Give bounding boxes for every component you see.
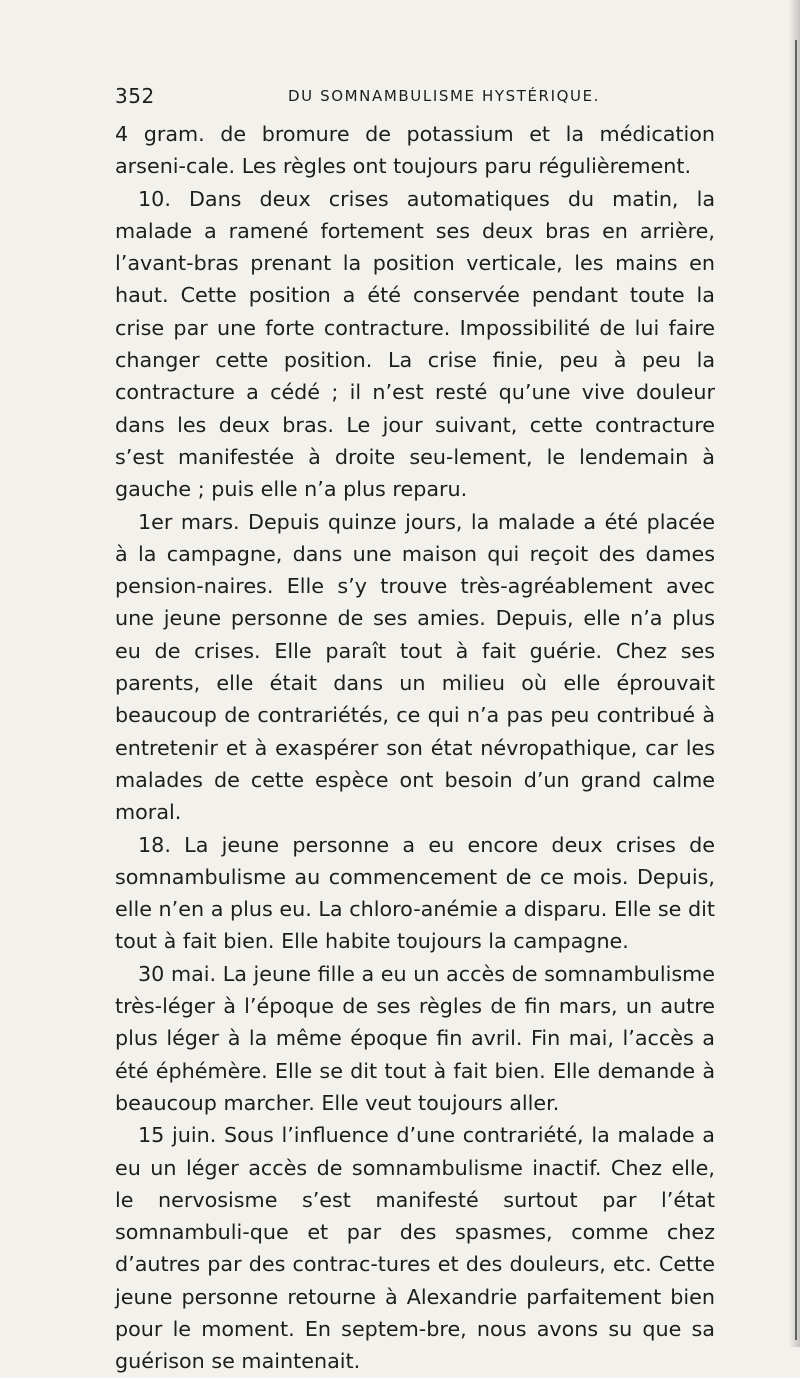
- paragraph: 1er mars. Depuis quinze jours, la malade a été placée à la campagne, dans une maison qui reçoit des dames pension-naires. Elle s’y trouve très-agréablement avec une jeune personne de ses amies. Depuis, elle n’a plus eu de crises. Elle paraît tout à fait guérie. Chez ses parents, elle était dans un milieu où elle éprouvait beaucoup de contrariétés, ce qui n’a pas peu contribué à entretenir et à exaspérer son état névropathique, car les malades de cette espèce ont besoin d’un grand calme moral.: [115, 509, 715, 825]
- paragraph: 15 juin. Sous l’influence d’une contrariété, la malade a eu un léger accès de somnambulisme inactif. Chez elle, le nervosisme s’est manifesté surtout par l’état somnambuli-que et par des spasmes, comme chez d’autres par des contrac-tures et des douleurs, etc. Cette jeune personne retourne à Alexandrie parfaitement bien pour le moment. En septem-bre, nous avons su que sa guérison se maintenait.: [115, 1123, 715, 1374]
- page-number: 352: [115, 84, 155, 108]
- running-title: DU SOMNAMBULISME HYSTÉRIQUE.: [288, 87, 601, 105]
- paragraph: 4 gram. de bromure de potassium et la médication arseni-cale. Les règles ont toujours paru régulièrement.: [115, 122, 715, 179]
- page-header: [115, 84, 715, 112]
- paragraph: 10. Dans deux crises automatiques du matin, la malade a ramené fortement ses deux bras en arrière, l’avant-bras prenant la position verticale, les mains en haut. Cette position a été conservée pendant toute la crise par une forte contracture. Impossibilité de lui faire changer cette position. La crise finie, peu à peu la contracture a cédé ; il n’est resté qu’une vive douleur dans les deux bras. Le jour suivant, cette contracture s’est manifestée à droite seu-lement, le lendemain à gauche ; puis elle n’a plus reparu.: [115, 186, 715, 502]
- body-text: [115, 118, 715, 1378]
- paragraph: 30 mai. La jeune fille a eu un accès de somnambulisme très-léger à l’époque de ses règles de fin mars, un autre plus léger à la même époque fin avril. Fin mai, l’accès a été éphémère. Elle se dit tout à fait bien. Elle demande à beaucoup marcher. Elle veut toujours aller.: [115, 961, 715, 1115]
- paragraph: 18. La jeune personne a eu encore deux crises de somnambulisme au commencement de ce mois. Depuis, elle n’en a plus eu. La chloro-anémie a disparu. Elle se dit tout à fait bien. Elle habite toujours la campagne.: [115, 832, 715, 954]
- page-edge-shadow: [788, 0, 800, 1347]
- page-edge-line: [795, 40, 797, 1340]
